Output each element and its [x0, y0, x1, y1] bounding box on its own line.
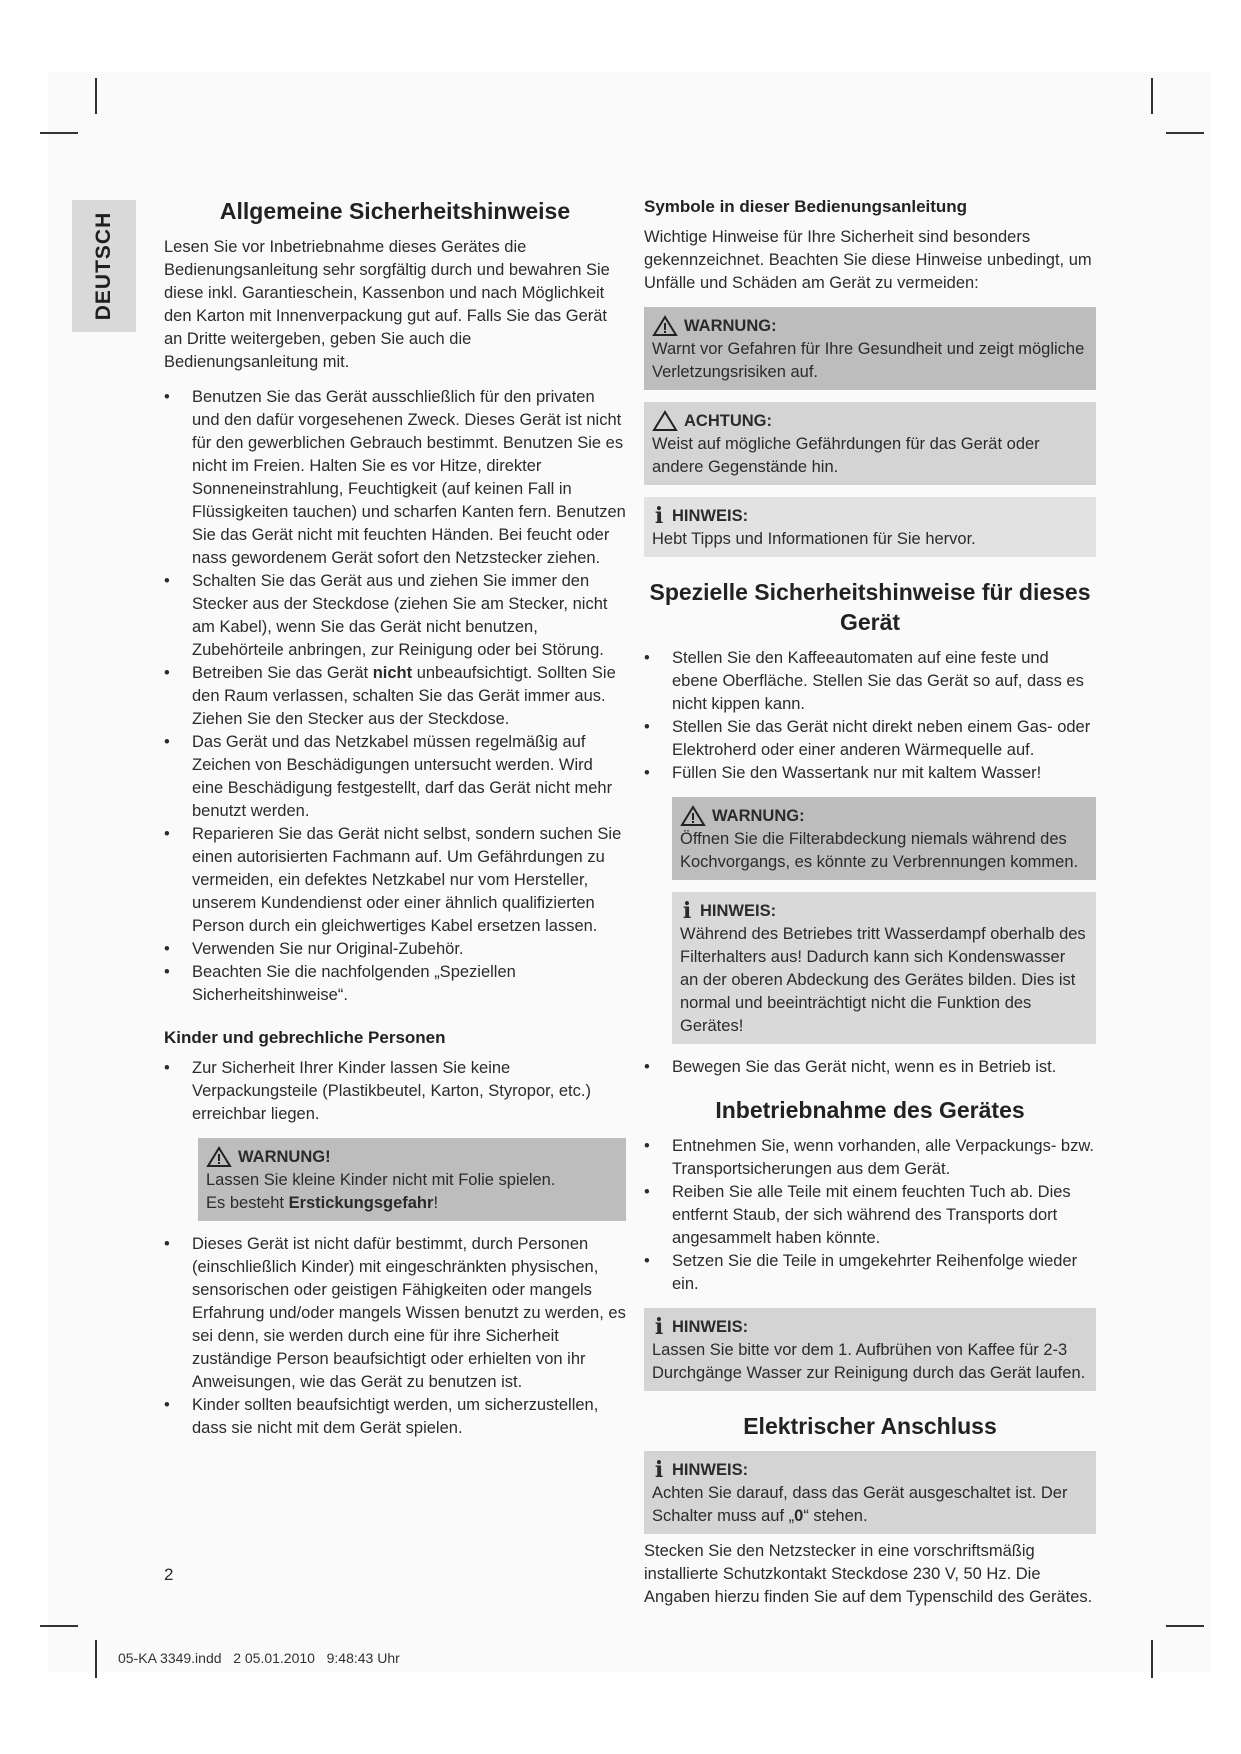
warning-title: WARNUNG:: [684, 317, 777, 335]
crop-mark: [95, 78, 97, 114]
list-item: • Entnehmen Sie, wenn vorhanden, alle Verpackungs- bzw. Transportsicherungen aus dem Gerät.: [644, 1135, 1096, 1181]
note-title: HINWEIS:: [700, 902, 777, 920]
language-tab-label: DEUTSCH: [92, 211, 115, 321]
info-icon: i: [654, 1314, 664, 1340]
crop-mark: [40, 132, 78, 134]
list-item: • Kinder sollten beaufsichtigt werden, um sicherzustellen, dass sie nicht mit dem Gerät spielen.: [164, 1394, 626, 1440]
print-footer: 05-KA 3349.indd 2 05.01.2010 9:48:43 Uhr: [118, 1650, 400, 1666]
warning-text: Warnt vor Gefahren für Ihre Gesundheit und zeigt mögliche Verletzungsrisiken auf.: [652, 340, 1085, 381]
warning-text: Es besteht Erstickungsgefahr!: [206, 1194, 439, 1212]
special-safety-list: [644, 647, 1096, 785]
warning-triangle-icon: [652, 315, 678, 337]
crop-mark: [95, 1640, 97, 1678]
note-text: Lassen Sie bitte vor dem 1. Aufbrühen von Kaffee für 2-3 Durchgänge Wasser zur Reinigung durch das Gerät laufen.: [652, 1341, 1086, 1382]
note-text: Während des Betriebes tritt Wasserdampf oberhalb des Filterhalters aus! Dadurch kann sich Kondenswasser an der oberen Abdeckung des Gerätes bilden. Dies ist normal und beeinträchtigt nicht die Funktion des Gerätes!: [680, 925, 1086, 1035]
list-item: • Betreiben Sie das Gerät nicht unbeaufsichtigt. Sollten Sie den Raum verlassen, schalten Sie das Gerät immer aus. Ziehen Sie den Stecker aus der Steckdose.: [164, 662, 626, 731]
warning-triangle-icon: [680, 805, 706, 827]
note-title: HINWEIS:: [672, 1461, 749, 1479]
info-icon: i: [654, 1457, 664, 1483]
special-safety-title: Spezielle Sicherheitshinweise für dieses Gerät: [649, 579, 1091, 635]
list-item: • Stellen Sie das Gerät nicht direkt neben einem Gas- oder Elektroherd oder einer anderen Wärmequelle auf.: [644, 716, 1096, 762]
children-list: [164, 1057, 626, 1126]
list-item: • Dieses Gerät ist nicht dafür bestimmt, durch Personen (einschließlich Kinder) mit eingeschränkten physischen, sensorischen oder geistigen Fähigkeiten oder mangels Erfahrung und/oder mangels Wissen benutzt zu werden, es sei denn, sie werden durch eine für ihre Sicherheit zuständige Person beaufsichtigt oder erhielten von ihr Anweisungen, wie das Gerät zu benutzen ist.: [164, 1233, 626, 1394]
setup-list: [644, 1135, 1096, 1296]
info-icon: i: [682, 898, 692, 924]
caution-text: Weist auf mögliche Gefährdungen für das Gerät oder andere Gegenstände hin.: [652, 435, 1040, 476]
electrical-title: Elektrischer Anschluss: [743, 1413, 997, 1439]
electrical-text: Stecken Sie den Netzstecker in eine vorschriftsmäßig installierte Schutzkontakt Steckdose 230 V, 50 Hz. Die Angaben hierzu finden Sie auf dem Typenschild des Gerätes.: [644, 1542, 1093, 1606]
general-safety-title: Allgemeine Sicherheitshinweise: [219, 198, 571, 224]
note-title: HINWEIS:: [672, 507, 749, 525]
crop-mark: [1151, 78, 1153, 114]
note-text: Hebt Tipps und Informationen für Sie hervor.: [652, 530, 976, 548]
symbols-intro: Wichtige Hinweise für Ihre Sicherheit sind besonders gekennzeichnet. Beachten Sie diese Hinweise unbedingt, um Unfälle und Schäden am Gerät zu vermeiden:: [644, 228, 1092, 292]
crop-mark: [1151, 1640, 1153, 1678]
note-box: [644, 497, 1096, 557]
list-item: • Benutzen Sie das Gerät ausschließlich für den privaten und den dafür vorgesehenen Zweck. Dieses Gerät ist nicht für den gewerblichen Gebrauch bestimmt. Benutzen Sie es nicht im Freien. Halten Sie es vor Hitze, direkter Sonneneinstrahlung, Feuchtigkeit (auf keinen Fall in Flüssigkeiten tauchen) und scharfen Kanten fern. Benutzen Sie das Gerät nicht mit feuchten Händen. Bei feucht oder nass gewordenem Gerät sofort den Netzstecker ziehen.: [164, 386, 626, 570]
caution-title: ACHTUNG:: [684, 412, 772, 430]
list-item: • Das Gerät und das Netzkabel müssen regelmäßig auf Zeichen von Beschädigungen untersucht werden. Wird eine Beschädigung festgestellt, darf das Gerät nicht mehr benutzt werden.: [164, 731, 626, 823]
list-item: • Schalten Sie das Gerät aus und ziehen Sie immer den Stecker aus der Steckdose (ziehen Sie am Stecker, nicht am Kabel), wenn Sie das Gerät nicht benutzen, Zubehörteile anbringen, zur Reinigung oder bei Störung.: [164, 570, 626, 662]
caution-box: [644, 402, 1096, 485]
special-note-box: [672, 892, 1096, 1044]
language-tab: [72, 200, 136, 332]
children-warning-box: [198, 1138, 626, 1221]
special-safety-list-2: [644, 1056, 1096, 1079]
list-item: • Stellen Sie den Kaffeeautomaten auf eine feste und ebene Oberfläche. Stellen Sie das Gerät so auf, dass es nicht kippen kann.: [644, 647, 1096, 716]
children-list-2: [164, 1233, 626, 1440]
warning-text: Öffnen Sie die Filterabdeckung niemals während des Kochvorgangs, es könnte zu Verbrennungen kommen.: [680, 830, 1079, 871]
crop-mark: [1166, 1625, 1204, 1627]
children-section-title: Kinder und gebrechliche Personen: [164, 1028, 446, 1047]
list-item: • Beachten Sie die nachfolgenden „Speziellen Sicherheitshinweise“.: [164, 961, 626, 1007]
right-column: [644, 196, 1096, 1621]
list-item: • Bewegen Sie das Gerät nicht, wenn es in Betrieb ist.: [644, 1056, 1096, 1079]
caution-triangle-icon: [652, 410, 678, 432]
info-icon: i: [654, 503, 664, 529]
crop-mark: [1166, 132, 1204, 134]
warning-title: WARNUNG:: [712, 807, 805, 825]
special-warning-box: [672, 797, 1096, 880]
list-item: • Setzen Sie die Teile in umgekehrter Reihenfolge wieder ein.: [644, 1250, 1096, 1296]
list-item: • Zur Sicherheit Ihrer Kinder lassen Sie keine Verpackungsteile (Plastikbeutel, Karton, Styropor, etc.) erreichbar liegen.: [164, 1057, 626, 1126]
list-item: • Reiben Sie alle Teile mit einem feuchten Tuch ab. Dies entfernt Staub, der sich während des Transports dort angesammelt haben könnte.: [644, 1181, 1096, 1250]
note-text: Achten Sie darauf, dass das Gerät ausgeschaltet ist. Der Schalter muss auf „0“ stehen.: [652, 1484, 1068, 1525]
symbols-title: Symbole in dieser Bedienungsanleitung: [644, 197, 968, 216]
general-safety-list: [164, 386, 626, 1007]
list-item: • Verwenden Sie nur Original-Zubehör.: [164, 938, 626, 961]
setup-note-box: [644, 1308, 1096, 1391]
warning-triangle-icon: [206, 1146, 232, 1168]
list-item: • Füllen Sie den Wassertank nur mit kaltem Wasser!: [644, 762, 1096, 785]
list-item: • Reparieren Sie das Gerät nicht selbst, sondern suchen Sie einen autorisierten Fachmann auf. Um Gefährdungen zu vermeiden, ein defektes Netzkabel nur vom Hersteller, unserem Kundendienst oder einer ähnlich qualifizierten Person durch ein gleichwertiges Kabel ersetzen lassen.: [164, 823, 626, 938]
left-column: [164, 196, 626, 1452]
warning-text: Lassen Sie kleine Kinder nicht mit Folie spielen.: [206, 1171, 556, 1189]
intro-paragraph: Lesen Sie vor Inbetriebnahme dieses Gerätes die Bedienungsanleitung sehr sorgfältig durch und bewahren Sie diese inkl. Garantieschein, Kassenbon und nach Möglichkeit den Karton mit Innenverpackung gut auf. Falls Sie das Gerät an Dritte weitergeben, geben Sie auch die Bedienungsanleitung mit.: [164, 238, 610, 371]
electrical-note-box: [644, 1451, 1096, 1534]
page-number: 2: [164, 1565, 174, 1584]
note-title: HINWEIS:: [672, 1318, 749, 1336]
warning-title: WARNUNG!: [238, 1148, 331, 1166]
crop-mark: [40, 1625, 78, 1627]
setup-title: Inbetriebnahme des Gerätes: [715, 1097, 1025, 1123]
warning-box: [644, 307, 1096, 390]
